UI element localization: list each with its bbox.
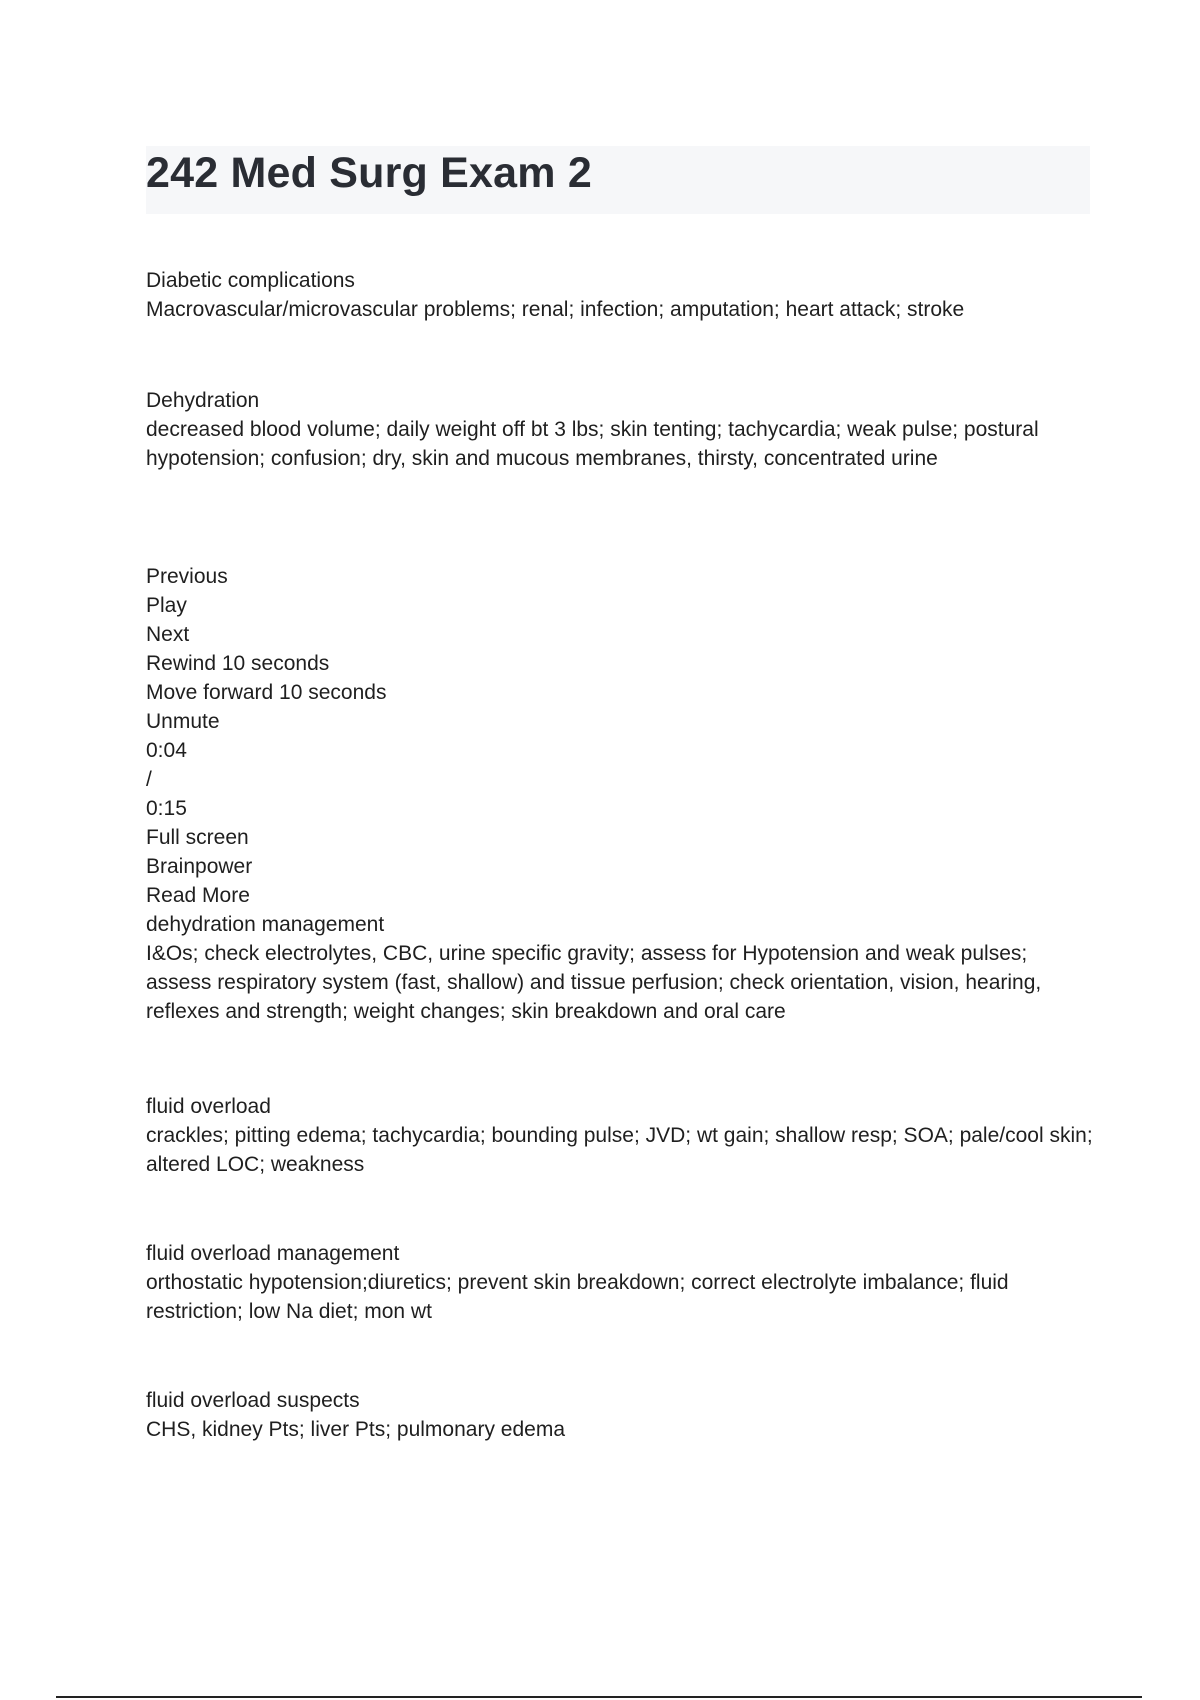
card-definition: decreased blood volume; daily weight off bt 3 lbs; skin tenting; tachycardia; weak pulse; postural hypotension; confusion; dry, skin and mucous membranes, thirsty, concentrated urine [146, 418, 1039, 470]
card-definition: orthostatic hypotension;diuretics; prevent skin breakdown; correct electrolyte imbalance; fluid restriction; low Na diet; mon wt [146, 1271, 1009, 1323]
play-button[interactable]: Play [146, 594, 187, 617]
card-definition: Macrovascular/microvascular problems; renal; infection; amputation; heart attack; stroke [146, 298, 965, 321]
flashcard [146, 910, 1096, 1026]
previous-button[interactable]: Previous [146, 565, 228, 588]
card-definition: CHS, kidney Pts; liver Pts; pulmonary edema [146, 1418, 565, 1441]
video-player-controls [146, 562, 746, 910]
time-separator: / [146, 768, 152, 791]
page-title: 242 Med Surg Exam 2 [146, 149, 592, 197]
flashcard [146, 1092, 1096, 1179]
card-definition: crackles; pitting edema; tachycardia; bounding pulse; JVD; wt gain; shallow resp; SOA; pale/cool skin; altered LOC; weakness [146, 1124, 1093, 1176]
card-term: Dehydration [146, 389, 260, 412]
card-definition: I&Os; check electrolytes, CBC, urine specific gravity; assess for Hypotension and weak pulses; assess respiratory system (fast, shallow) and tissue perfusion; check orientation, vision, hearing, reflexes and strength; weight changes; skin breakdown and oral care [146, 942, 1042, 1023]
flashcard [146, 1386, 1096, 1444]
card-term: Diabetic complications [146, 269, 355, 292]
current-time: 0:04 [146, 739, 187, 762]
unmute-button[interactable]: Unmute [146, 710, 220, 733]
forward-button[interactable]: Move forward 10 seconds [146, 681, 387, 704]
card-term: fluid overload management [146, 1242, 400, 1265]
duration: 0:15 [146, 797, 187, 820]
card-term: fluid overload suspects [146, 1389, 360, 1412]
read-more-link[interactable]: Read More [146, 884, 250, 907]
card-term: fluid overload [146, 1095, 271, 1118]
fullscreen-button[interactable]: Full screen [146, 826, 249, 849]
next-button[interactable]: Next [146, 623, 190, 646]
card-term: dehydration management [146, 913, 385, 936]
flashcard [146, 1239, 1096, 1326]
rewind-button[interactable]: Rewind 10 seconds [146, 652, 330, 675]
flashcard [146, 386, 1096, 473]
brand-label[interactable]: Brainpower [146, 855, 253, 878]
footer-divider [56, 1696, 1142, 1698]
flashcard [146, 266, 1096, 324]
